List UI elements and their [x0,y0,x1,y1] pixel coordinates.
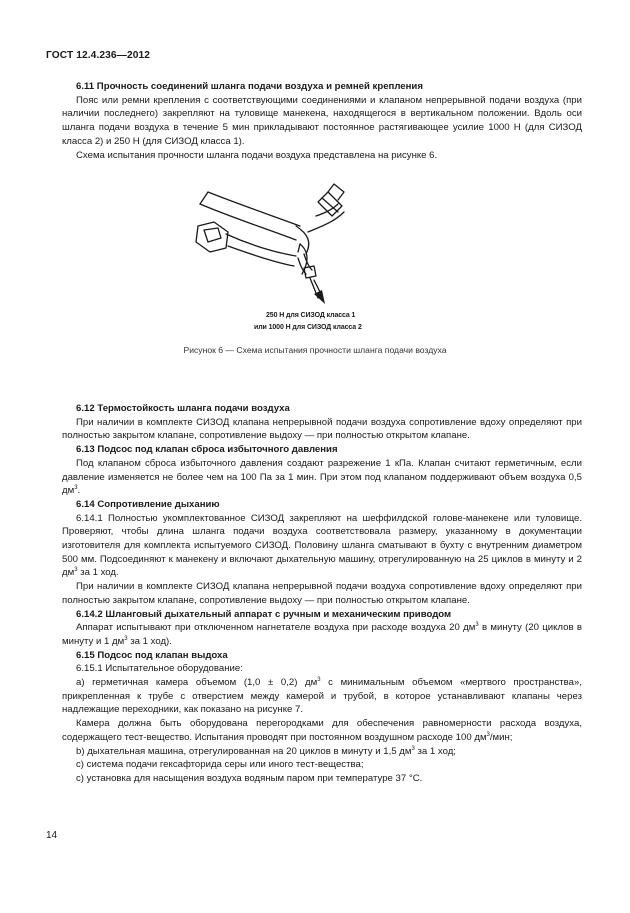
section-heading: 6.13 Подсос под клапан сброса избыточного давления [76,444,338,456]
section-heading: 6.11 Прочность соединений шланга подачи воздуха и ремней крепления [76,81,423,92]
sections-6-12-to-6-15 [62,402,582,786]
section-heading: 6.15 Подсос под клапан выдоха [76,649,228,661]
paragraph: Пояс или ремни крепления с соответствующими соединениями и клапаном непрерывной подачи воздуха (при наличии последнего) закрепляют на туловище манекена, находящегося в вертикальном положении. Вдоль оси шланга подачи воздуха в течение 5 мин прикладывают постоянное растягивающее усилие 1000 Н (для СИЗОД класса 2) и 250 Н (для СИЗОД класса 1). [62,94,582,147]
section-6-11 [62,80,582,162]
list-item: с) система подачи гексафторида серы или иного тест-вещества; [76,759,364,771]
section-heading: 6.12 Термостойкость шланга подачи воздуха [76,403,290,414]
figure-caption: Рисунок 6 — Схема испытания прочности шланга подачи воздуха [183,345,447,355]
force-label-class-1: 250 Н для СИЗОД класса 1 [266,310,356,319]
page-number: 14 [46,830,58,841]
list-item: с) установка для насыщения воздуха водяным паром при температуре 37 °С. [76,772,423,784]
force-label-class-2: или 1000 Н для СИЗОД класса 2 [254,322,362,331]
paragraph: 6.14.1 Полностью укомплектованное СИЗОД закрепляют на шеффилдской голове-манекене или туловище. Проверяют, чтобы длина шланга подачи воздуха соответствовала размеру, указанному в документации изготовителя для комплекта испытуемого СИЗОД. Половину шланга сматывают в бухту с внутренним диаметром 500 мм. Подсоединяют к манекену и включают дыхательную машину, отрегулированную на 25 циклов в минуту и 2 $дм^3$ за 1 ход. [62,512,582,579]
document-header: ГОСТ 12.4.236—2012 [46,50,151,61]
paragraph: 6.15.1 Испытательное оборудование: [76,663,243,675]
paragraph: При наличии в комплекте СИЗОД клапана непрерывной подачи воздуха сопротивление вдоху определяют при полностью закрытом клапане, сопротивление выдоху — при полностью открытом клапане. [62,581,582,606]
paragraph: Под клапаном сброса избыточного давления создают разрежение 1 кПа. Клапан считают герметичным, если давление изменяется не более чем на 100 Па за 1 мин. При этом под клапаном поддерживают объем воздуха 0,5 $дм^3$. [62,457,582,497]
paragraph: Схема испытания прочности шланга подачи воздуха представлена на рисунке 6. [76,149,438,161]
paragraph: а) герметичная камера объемом (1,0 ± 0,2) $дм^3$ с минимальным объемом «мертвого пространства», прикрепленная к трубе с отверстием между камерой и трубой, в которое устанавливают клапаны через надлежащие переходники, как показано на рисунке 7. [62,677,582,716]
section-heading: 6.14 Сопротивление дыханию [76,498,220,510]
section-heading: 6.14.2 Шланговый дыхательный аппарат с ручным и механическим приводом [76,608,452,620]
paragraph: Аппарат испытывают при отключенном нагнетателе воздуха при расходе воздуха 20 $дм^3$ в минуту (20 циклов в минуту и 1 $дм^3$ за 1 ход). [62,622,582,647]
list-item: b) дыхательная машина, отрегулированная на 20 циклов в минуту и 1,5 $дм^3$ за 1 ход; [76,745,456,757]
paragraph: Камера должна быть оборудована перегородками для обеспечения равномерности расхода воздуха, содержащего тест-вещество. Испытания проводят при постоянном воздушном расходе 100 $дм^3$/мин; [62,718,582,743]
paragraph: При наличии в комплекте СИЗОД клапана непрерывной подачи воздуха сопротивление вдоху определяют при полностью закрытом клапане, сопротивление выдоху — при полностью открытом клапане. [62,416,582,442]
figure-6-hose-strength-test [178,182,428,342]
